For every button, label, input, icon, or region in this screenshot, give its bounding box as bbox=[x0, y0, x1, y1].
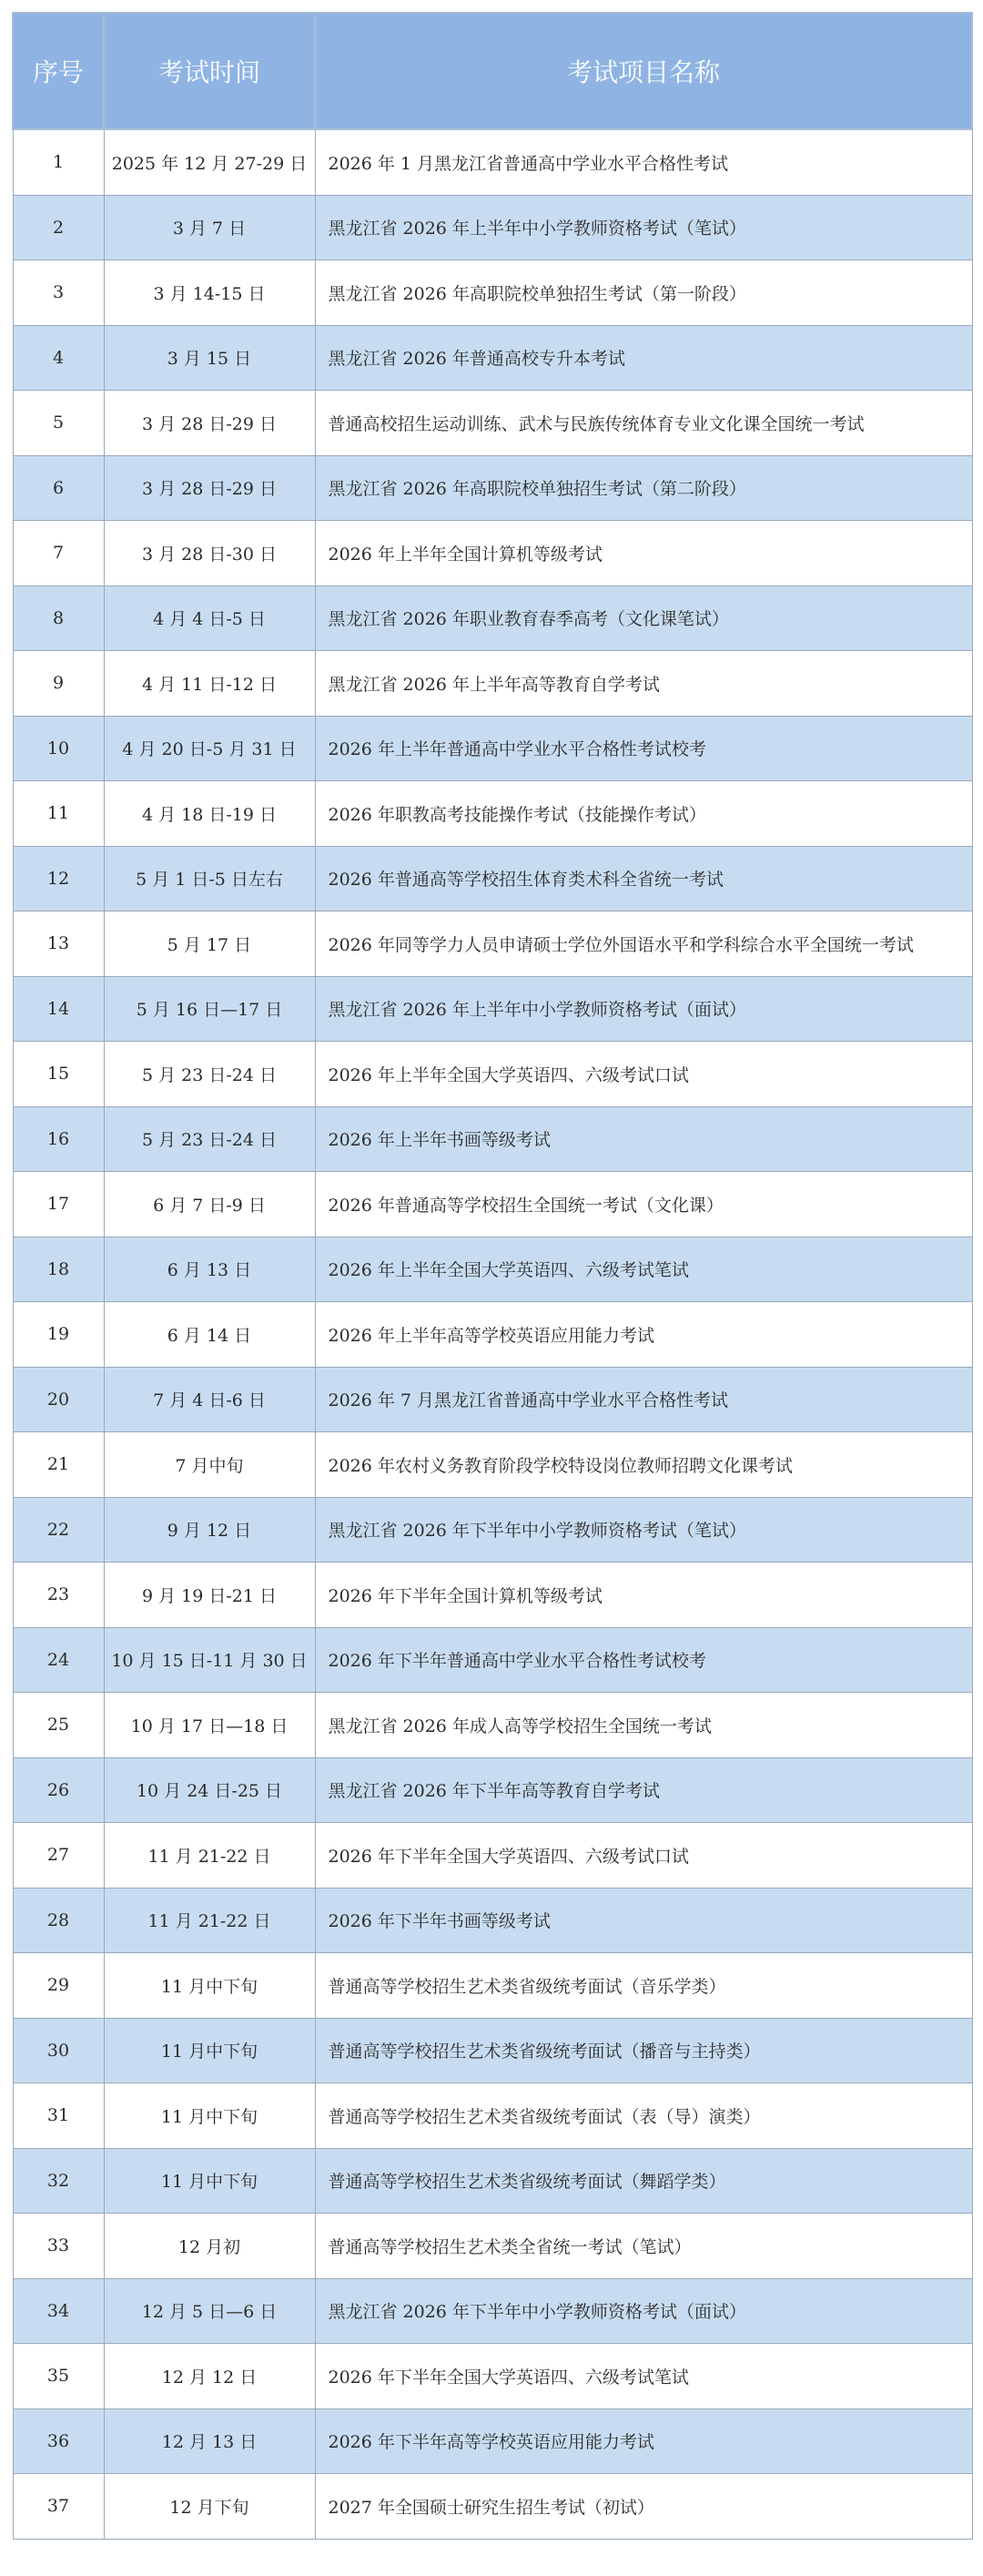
table-row bbox=[13, 1106, 972, 1172]
exam-name-cell: 普通高等学校招生艺术类省级统考面试（音乐学类） bbox=[315, 1953, 972, 2019]
row-number-cell: 9 bbox=[13, 651, 104, 717]
row-number-cell: 31 bbox=[13, 2083, 104, 2149]
table-row bbox=[13, 1497, 972, 1563]
exam-time-cell: 11 月中下旬 bbox=[104, 2018, 315, 2083]
table-row bbox=[13, 1823, 972, 1889]
row-number-cell: 34 bbox=[13, 2278, 104, 2344]
header-no: 序号 bbox=[13, 13, 104, 129]
row-number-cell: 13 bbox=[13, 911, 104, 977]
exam-name-cell: 2027 年全国硕士研究生招生考试（初试） bbox=[315, 2474, 972, 2540]
table-row bbox=[13, 651, 972, 717]
exam-time-cell: 10 月 24 日-25 日 bbox=[104, 1757, 315, 1823]
table-row bbox=[13, 1172, 972, 1237]
exam-name-cell: 黑龙江省 2026 年上半年高等教育自学考试 bbox=[315, 651, 972, 717]
exam-time-cell: 6 月 13 日 bbox=[104, 1237, 315, 1302]
table-row bbox=[13, 911, 972, 977]
row-number-cell: 22 bbox=[13, 1497, 104, 1563]
exam-name-cell: 普通高等学校招生艺术类省级统考面试（播音与主持类） bbox=[315, 2018, 972, 2083]
exam-name-cell: 黑龙江省 2026 年成人高等学校招生全国统一考试 bbox=[315, 1693, 972, 1758]
table-row bbox=[13, 2018, 972, 2083]
row-number-cell: 20 bbox=[13, 1367, 104, 1432]
exam-name-cell: 黑龙江省 2026 年职业教育春季高考（文化课笔试） bbox=[315, 585, 972, 651]
exam-name-cell: 2026 年下半年全国计算机等级考试 bbox=[315, 1563, 972, 1628]
exam-time-cell: 4 月 4 日-5 日 bbox=[104, 585, 315, 651]
table-row bbox=[13, 1693, 972, 1758]
header-exam-name: 考试项目名称 bbox=[315, 13, 972, 129]
table-header-row bbox=[13, 13, 972, 129]
row-number-cell: 7 bbox=[13, 521, 104, 586]
exam-time-cell: 11 月 21-22 日 bbox=[104, 1888, 315, 1953]
row-number-cell: 2 bbox=[13, 195, 104, 260]
exam-schedule-table bbox=[12, 12, 973, 2540]
exam-name-cell: 2026 年职教高考技能操作考试（技能操作考试） bbox=[315, 781, 972, 847]
exam-time-cell: 4 月 11 日-12 日 bbox=[104, 651, 315, 717]
exam-time-cell: 6 月 7 日-9 日 bbox=[104, 1172, 315, 1237]
exam-time-cell: 5 月 23 日-24 日 bbox=[104, 1042, 315, 1107]
exam-time-cell: 5 月 23 日-24 日 bbox=[104, 1106, 315, 1172]
table-row bbox=[13, 1367, 972, 1432]
exam-time-cell: 10 月 17 日—18 日 bbox=[104, 1693, 315, 1758]
exam-name-cell: 2026 年下半年高等学校英语应用能力考试 bbox=[315, 2408, 972, 2474]
table-row bbox=[13, 716, 972, 781]
exam-name-cell: 2026 年普通高等学校招生全国统一考试（文化课） bbox=[315, 1172, 972, 1237]
table-row bbox=[13, 325, 972, 391]
row-number-cell: 4 bbox=[13, 325, 104, 391]
row-number-cell: 12 bbox=[13, 846, 104, 911]
table-row bbox=[13, 846, 972, 911]
table-row bbox=[13, 391, 972, 456]
exam-time-cell: 5 月 17 日 bbox=[104, 911, 315, 977]
table-row bbox=[13, 129, 972, 195]
exam-time-cell: 12 月下旬 bbox=[104, 2474, 315, 2540]
row-number-cell: 11 bbox=[13, 781, 104, 847]
table-row bbox=[13, 521, 972, 586]
row-number-cell: 21 bbox=[13, 1432, 104, 1498]
row-number-cell: 33 bbox=[13, 2214, 104, 2279]
row-number-cell: 35 bbox=[13, 2344, 104, 2409]
table-row bbox=[13, 976, 972, 1042]
table-row bbox=[13, 2214, 972, 2279]
exam-name-cell: 普通高等学校招生艺术类省级统考面试（舞蹈学类） bbox=[315, 2148, 972, 2214]
exam-name-cell: 2026 年下半年全国大学英语四、六级考试口试 bbox=[315, 1823, 972, 1889]
row-number-cell: 10 bbox=[13, 716, 104, 781]
exam-name-cell: 普通高校招生运动训练、武术与民族传统体育专业文化课全国统一考试 bbox=[315, 391, 972, 456]
table-row bbox=[13, 1302, 972, 1368]
row-number-cell: 23 bbox=[13, 1563, 104, 1628]
table-row bbox=[13, 585, 972, 651]
exam-name-cell: 黑龙江省 2026 年下半年中小学教师资格考试（笔试） bbox=[315, 1497, 972, 1563]
exam-name-cell: 2026 年农村义务教育阶段学校特设岗位教师招聘文化课考试 bbox=[315, 1432, 972, 1498]
exam-time-cell: 10 月 15 日-11 月 30 日 bbox=[104, 1627, 315, 1693]
exam-name-cell: 黑龙江省 2026 年上半年中小学教师资格考试（面试） bbox=[315, 976, 972, 1042]
exam-time-cell: 4 月 20 日-5 月 31 日 bbox=[104, 716, 315, 781]
row-number-cell: 16 bbox=[13, 1106, 104, 1172]
row-number-cell: 25 bbox=[13, 1693, 104, 1758]
exam-time-cell: 12 月 13 日 bbox=[104, 2408, 315, 2474]
exam-name-cell: 黑龙江省 2026 年高职院校单独招生考试（第一阶段） bbox=[315, 260, 972, 326]
exam-name-cell: 2026 年上半年全国大学英语四、六级考试笔试 bbox=[315, 1237, 972, 1302]
row-number-cell: 1 bbox=[13, 129, 104, 195]
exam-name-cell: 2026 年下半年普通高中学业水平合格性考试校考 bbox=[315, 1627, 972, 1693]
exam-time-cell: 5 月 1 日-5 日左右 bbox=[104, 846, 315, 911]
exam-time-cell: 12 月初 bbox=[104, 2214, 315, 2279]
exam-time-cell: 7 月中旬 bbox=[104, 1432, 315, 1498]
table-row bbox=[13, 1757, 972, 1823]
table-row bbox=[13, 1432, 972, 1498]
exam-name-cell: 黑龙江省 2026 年上半年中小学教师资格考试（笔试） bbox=[315, 195, 972, 260]
exam-name-cell: 黑龙江省 2026 年普通高校专升本考试 bbox=[315, 325, 972, 391]
exam-name-cell: 2026 年上半年书画等级考试 bbox=[315, 1106, 972, 1172]
row-number-cell: 15 bbox=[13, 1042, 104, 1107]
row-number-cell: 28 bbox=[13, 1888, 104, 1953]
exam-name-cell: 黑龙江省 2026 年高职院校单独招生考试（第二阶段） bbox=[315, 455, 972, 521]
row-number-cell: 5 bbox=[13, 391, 104, 456]
exam-schedule-sheet bbox=[12, 12, 971, 2540]
exam-name-cell: 普通高等学校招生艺术类全省统一考试（笔试） bbox=[315, 2214, 972, 2279]
exam-time-cell: 3 月 28 日-29 日 bbox=[104, 455, 315, 521]
row-number-cell: 18 bbox=[13, 1237, 104, 1302]
row-number-cell: 27 bbox=[13, 1823, 104, 1889]
table-row bbox=[13, 2278, 972, 2344]
table-row bbox=[13, 2474, 972, 2540]
table-row bbox=[13, 260, 972, 326]
exam-time-cell: 4 月 18 日-19 日 bbox=[104, 781, 315, 847]
exam-time-cell: 11 月中下旬 bbox=[104, 2083, 315, 2149]
exam-name-cell: 2026 年上半年普通高中学业水平合格性考试校考 bbox=[315, 716, 972, 781]
exam-name-cell: 2026 年上半年全国计算机等级考试 bbox=[315, 521, 972, 586]
row-number-cell: 24 bbox=[13, 1627, 104, 1693]
table-row bbox=[13, 1627, 972, 1693]
exam-name-cell: 2026 年上半年全国大学英语四、六级考试口试 bbox=[315, 1042, 972, 1107]
row-number-cell: 14 bbox=[13, 976, 104, 1042]
exam-time-cell: 5 月 16 日—17 日 bbox=[104, 976, 315, 1042]
table-row bbox=[13, 2148, 972, 2214]
exam-time-cell: 2025 年 12 月 27-29 日 bbox=[104, 129, 315, 195]
exam-name-cell: 2026 年 7 月黑龙江省普通高中学业水平合格性考试 bbox=[315, 1367, 972, 1432]
exam-name-cell: 2026 年普通高等学校招生体育类术科全省统一考试 bbox=[315, 846, 972, 911]
table-row bbox=[13, 1237, 972, 1302]
row-number-cell: 3 bbox=[13, 260, 104, 326]
exam-name-cell: 普通高等学校招生艺术类省级统考面试（表（导）演类） bbox=[315, 2083, 972, 2149]
exam-time-cell: 9 月 12 日 bbox=[104, 1497, 315, 1563]
exam-name-cell: 2026 年同等学力人员申请硕士学位外国语水平和学科综合水平全国统一考试 bbox=[315, 911, 972, 977]
table-body bbox=[13, 129, 972, 2539]
exam-name-cell: 2026 年下半年书画等级考试 bbox=[315, 1888, 972, 1953]
row-number-cell: 17 bbox=[13, 1172, 104, 1237]
exam-time-cell: 3 月 28 日-30 日 bbox=[104, 521, 315, 586]
exam-time-cell: 11 月中下旬 bbox=[104, 2148, 315, 2214]
exam-name-cell: 黑龙江省 2026 年下半年中小学教师资格考试（面试） bbox=[315, 2278, 972, 2344]
exam-name-cell: 黑龙江省 2026 年下半年高等教育自学考试 bbox=[315, 1757, 972, 1823]
row-number-cell: 30 bbox=[13, 2018, 104, 2083]
table-row bbox=[13, 2083, 972, 2149]
table-row bbox=[13, 1888, 972, 1953]
row-number-cell: 19 bbox=[13, 1302, 104, 1368]
exam-time-cell: 3 月 28 日-29 日 bbox=[104, 391, 315, 456]
exam-time-cell: 3 月 14-15 日 bbox=[104, 260, 315, 326]
row-number-cell: 36 bbox=[13, 2408, 104, 2474]
header-exam-time: 考试时间 bbox=[104, 13, 315, 129]
table-row bbox=[13, 1563, 972, 1628]
row-number-cell: 32 bbox=[13, 2148, 104, 2214]
exam-time-cell: 3 月 15 日 bbox=[104, 325, 315, 391]
row-number-cell: 26 bbox=[13, 1757, 104, 1823]
exam-name-cell: 2026 年上半年高等学校英语应用能力考试 bbox=[315, 1302, 972, 1368]
exam-name-cell: 2026 年下半年全国大学英语四、六级考试笔试 bbox=[315, 2344, 972, 2409]
exam-time-cell: 9 月 19 日-21 日 bbox=[104, 1563, 315, 1628]
row-number-cell: 8 bbox=[13, 585, 104, 651]
exam-name-cell: 2026 年 1 月黑龙江省普通高中学业水平合格性考试 bbox=[315, 129, 972, 195]
exam-time-cell: 11 月中下旬 bbox=[104, 1953, 315, 2019]
table-row bbox=[13, 1042, 972, 1107]
table-row bbox=[13, 1953, 972, 2019]
exam-time-cell: 3 月 7 日 bbox=[104, 195, 315, 260]
table-row bbox=[13, 195, 972, 260]
exam-time-cell: 11 月 21-22 日 bbox=[104, 1823, 315, 1889]
exam-time-cell: 12 月 12 日 bbox=[104, 2344, 315, 2409]
exam-time-cell: 6 月 14 日 bbox=[104, 1302, 315, 1368]
row-number-cell: 29 bbox=[13, 1953, 104, 2019]
table-row bbox=[13, 2408, 972, 2474]
table-row bbox=[13, 455, 972, 521]
exam-time-cell: 12 月 5 日—6 日 bbox=[104, 2278, 315, 2344]
row-number-cell: 6 bbox=[13, 455, 104, 521]
exam-time-cell: 7 月 4 日-6 日 bbox=[104, 1367, 315, 1432]
table-row bbox=[13, 781, 972, 847]
row-number-cell: 37 bbox=[13, 2474, 104, 2540]
table-row bbox=[13, 2344, 972, 2409]
